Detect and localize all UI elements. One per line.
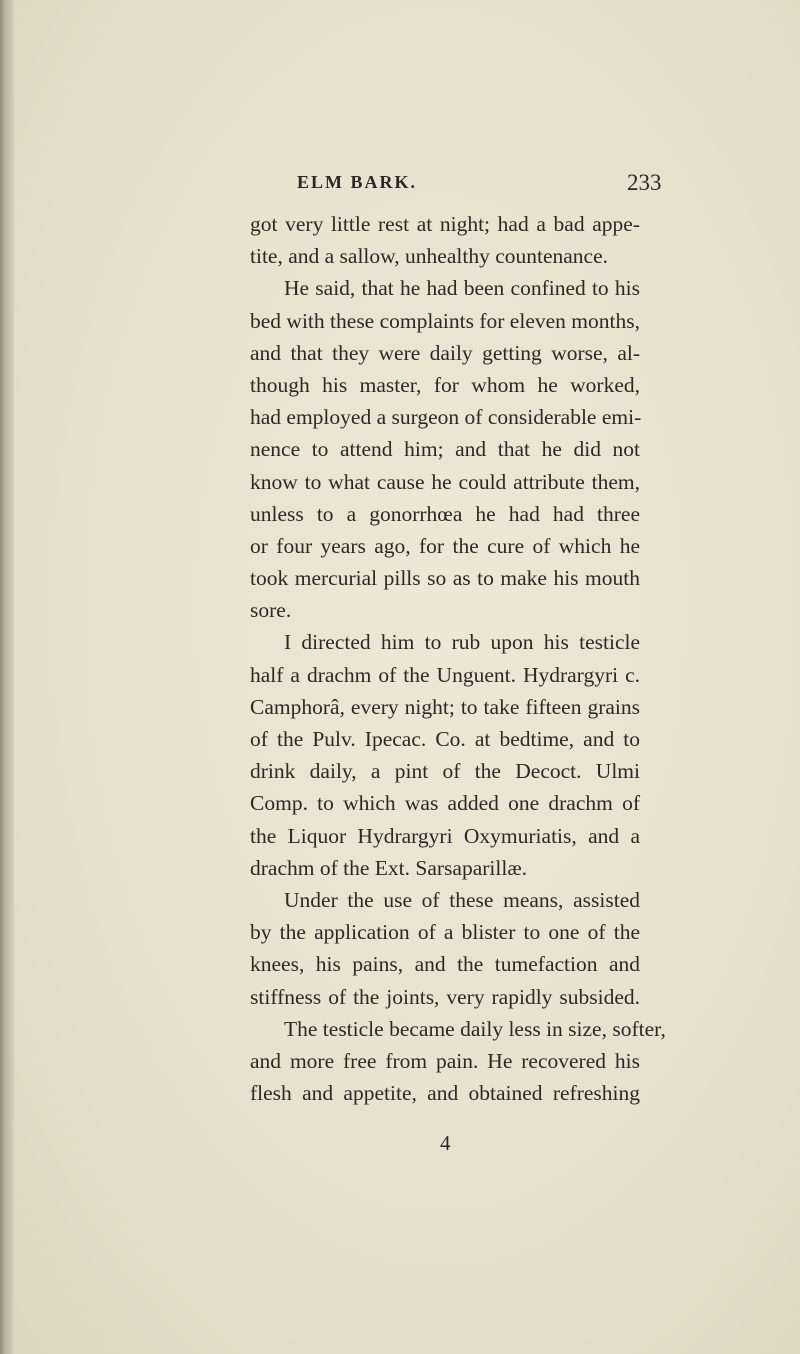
text-line: He said, that he had been confined to his (284, 276, 640, 301)
text-line: nence to attend him; and that he did not (250, 437, 640, 462)
text-line: drink daily, a pint of the Decoct. Ulmi (250, 759, 640, 784)
text-line: got very little rest at night; had a bad appe- (250, 212, 640, 236)
text-line: had employed a surgeon of considerable emi- (250, 405, 642, 430)
text-line: and that they were daily getting worse, al- (250, 340, 640, 365)
text-line: Under the use of these means, assisted (284, 887, 640, 912)
body-text (250, 208, 666, 1109)
text-line: know to what cause he could attribute them, (250, 469, 640, 494)
signature-mark: 4 (440, 1131, 451, 1155)
text-line: and more free from pain. He recovered his (250, 1048, 640, 1073)
text-line: The testicle became daily less in size, softer, (284, 1016, 666, 1041)
page-gutter-shadow (0, 0, 14, 1354)
text-line: the Liquor Hydrargyri Oxymuriatis, and a (250, 823, 640, 848)
text-line: flesh and appetite, and obtained refreshing (250, 1081, 640, 1106)
text-line: Camphorâ, every night; to take fifteen grains (250, 694, 640, 719)
text-line: tite, and a sallow, unhealthy countenance. (250, 244, 609, 269)
text-line: I directed him to rub upon his testicle (284, 630, 640, 655)
text-line: half a drachm of the Unguent. Hydrargyri c. (250, 662, 640, 687)
text-line: though his master, for whom he worked, (250, 372, 640, 397)
text-line: or four years ago, for the cure of which he (250, 533, 640, 558)
text-line: took mercurial pills so as to make his mouth (250, 566, 640, 591)
text-line: Comp. to which was added one drachm of (250, 791, 640, 816)
text-line: by the application of a blister to one of the (250, 920, 640, 945)
text-line: stiffness of the joints, very rapidly subsided. (250, 984, 640, 1009)
text-line: unless to a gonorrhœa he had had three (250, 501, 640, 526)
text-line: knees, his pains, and the tumefaction and (250, 952, 640, 977)
text-line: drachm of the Ext. Sarsaparillæ. (250, 855, 528, 880)
text-line: bed with these complaints for eleven months, (250, 308, 640, 333)
running-title: ELM BARK. (297, 172, 418, 192)
page-number: 233 (627, 170, 662, 195)
text-line: sore. (250, 598, 292, 623)
text-line: of the Pulv. Ipecac. Co. at bedtime, and to (250, 727, 640, 751)
running-head (0, 172, 800, 202)
